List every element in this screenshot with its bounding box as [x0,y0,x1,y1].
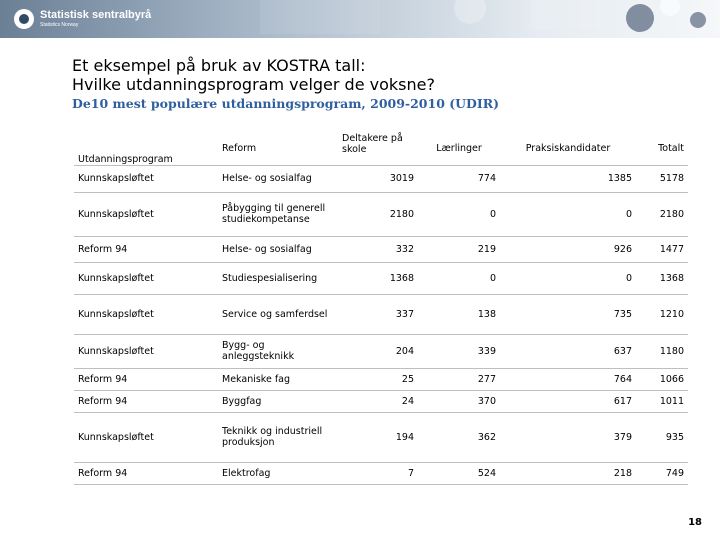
table-row [74,262,688,294]
cell-participants: 194 [338,412,418,462]
page-number: 18 [688,517,702,528]
cell-total: 1368 [636,262,688,294]
cell-participants: 7 [338,462,418,484]
table-row [74,294,688,334]
cell-program: Teknikk og industriell produksjon [218,412,338,462]
title-line-1: Et eksempel på bruk av KOSTRA tall: [72,56,366,75]
cell-apprentices: 339 [418,334,500,368]
cell-participants: 2180 [338,192,418,236]
cell-apprentices: 138 [418,294,500,334]
table-row [74,462,688,484]
cell-apprentices: 0 [418,262,500,294]
cell-reform: Kunnskapsløftet [74,334,218,368]
table-row [74,165,688,192]
cell-reform: Kunnskapsløftet [74,262,218,294]
cell-reform: Kunnskapsløftet [74,165,218,192]
ssb-logo [14,7,151,31]
cell-apprentices: 0 [418,192,500,236]
header-apprentices: Lærlinger [418,133,500,165]
table-row [74,412,688,462]
cell-participants: 1368 [338,262,418,294]
cell-program: Helse- og sosialfag [218,236,338,262]
header-program: Utdanningsprogram [74,133,218,165]
cell-program: Studiespesialisering [218,262,338,294]
logo-mark-icon [14,9,34,29]
table-subtitle: De10 mest populære utdanningsprogram, 2009-2010 (UDIR) [72,96,500,111]
cell-candidates: 1385 [500,165,636,192]
cell-candidates: 379 [500,412,636,462]
cell-candidates: 926 [500,236,636,262]
cell-candidates: 0 [500,262,636,294]
table-row [74,368,688,390]
cell-candidates: 617 [500,390,636,412]
cell-total: 1066 [636,368,688,390]
cell-participants: 204 [338,334,418,368]
header-participants: Deltakere på skole [338,133,418,165]
cell-program: Elektrofag [218,462,338,484]
cell-apprentices: 219 [418,236,500,262]
data-table [74,133,688,485]
cell-program: Bygg- og anleggsteknikk [218,334,338,368]
cell-apprentices: 524 [418,462,500,484]
cell-reform: Reform 94 [74,368,218,390]
cell-candidates: 218 [500,462,636,484]
cell-participants: 3019 [338,165,418,192]
cell-reform: Kunnskapsløftet [74,294,218,334]
table-row [74,236,688,262]
cell-program: Service og samferdsel [218,294,338,334]
cell-total: 1210 [636,294,688,334]
cell-apprentices: 370 [418,390,500,412]
cell-total: 749 [636,462,688,484]
table-header-row [74,133,688,165]
cell-total: 1477 [636,236,688,262]
page-title [72,56,435,94]
cell-reform: Reform 94 [74,390,218,412]
table-row [74,334,688,368]
logo-name: Statistisk sentralbyrå [40,9,152,21]
cell-program: Påbygging til generell studiekompetanse [218,192,338,236]
header-reform: Reform [218,133,338,165]
cell-candidates: 0 [500,192,636,236]
cell-total: 935 [636,412,688,462]
logo-subtitle: Statistics Norway [40,22,79,28]
cell-participants: 25 [338,368,418,390]
header-candidates: Praksiskandidater [500,133,636,165]
cell-participants: 24 [338,390,418,412]
cell-participants: 332 [338,236,418,262]
cell-apprentices: 277 [418,368,500,390]
cell-apprentices: 362 [418,412,500,462]
banner-graphic [200,0,720,34]
cell-apprentices: 774 [418,165,500,192]
cell-program: Helse- og sosialfag [218,165,338,192]
cell-total: 1011 [636,390,688,412]
cell-reform: Reform 94 [74,462,218,484]
cell-reform: Kunnskapsløftet [74,412,218,462]
table-row [74,192,688,236]
cell-candidates: 637 [500,334,636,368]
cell-program: Byggfag [218,390,338,412]
title-line-2: Hvilke utdanningsprogram velger de voksne? [72,75,435,94]
cell-candidates: 735 [500,294,636,334]
cell-program: Mekaniske fag [218,368,338,390]
table-row [74,390,688,412]
cell-total: 2180 [636,192,688,236]
cell-total: 5178 [636,165,688,192]
header-total: Totalt [636,133,688,165]
banner-decoration [200,0,720,38]
cell-candidates: 764 [500,368,636,390]
cell-reform: Reform 94 [74,236,218,262]
header-banner [0,0,720,38]
cell-reform: Kunnskapsløftet [74,192,218,236]
cell-total: 1180 [636,334,688,368]
cell-participants: 337 [338,294,418,334]
